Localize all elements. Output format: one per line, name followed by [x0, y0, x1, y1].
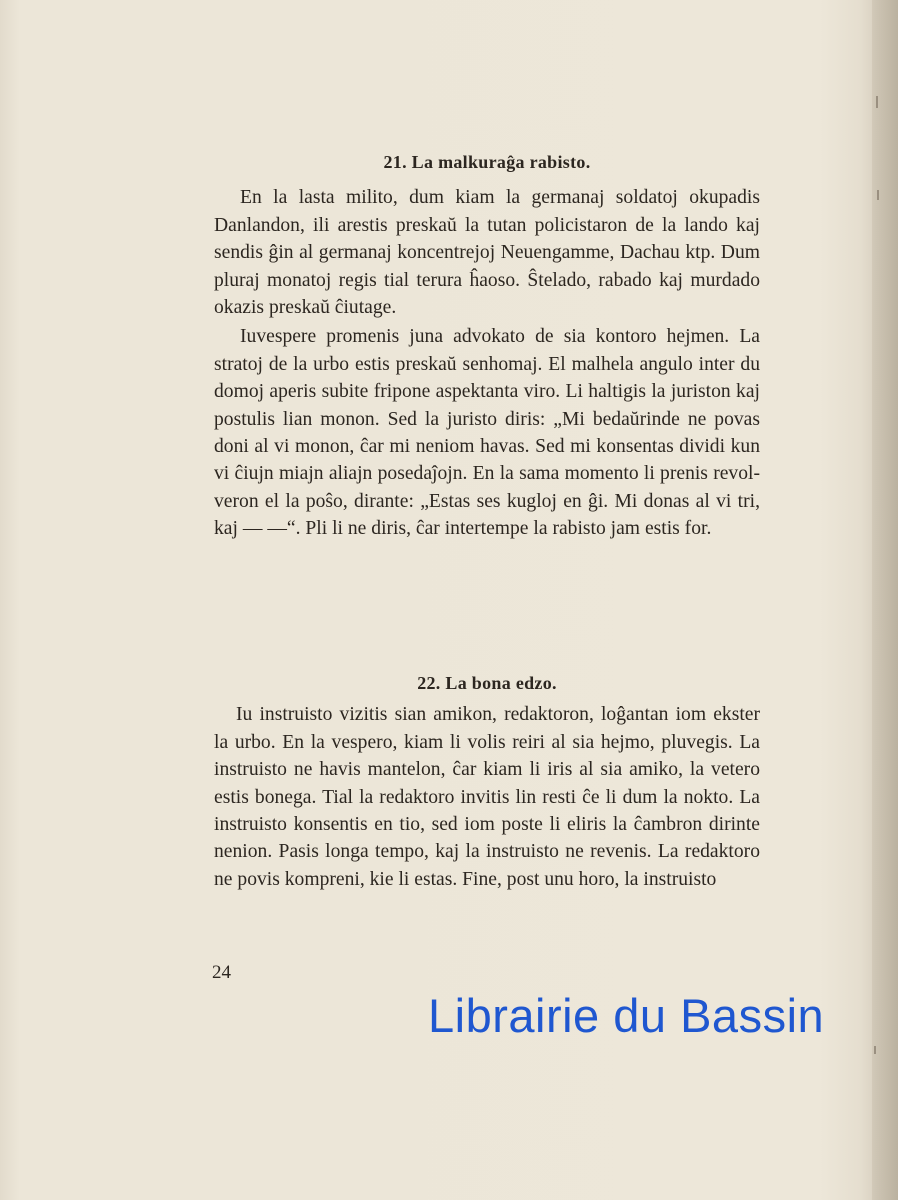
story-21-paragraph-1: En la lasta milito, dum kiam la germanaj soldatoj okupadis Danlandon, ili arestis preskaŭ la tutan policistaron de la lando kaj sendis ĝin al germanaj koncentrejoj Neuengamme, Dachau ktp. Dum pluraj monatoj regis tial terura ĥaoso. Ŝtelado, rabado kaj murdado okazis preskaŭ ĉiutage.: [214, 187, 760, 319]
story-21-heading: 21. La malkuraĝa rabisto.: [383, 152, 591, 172]
edge-mark: [877, 190, 879, 200]
page-binding-edge: [872, 0, 898, 1200]
page-number: 24: [212, 962, 231, 983]
edge-mark: [876, 96, 878, 108]
edge-mark: [874, 1046, 876, 1054]
story-21: [214, 149, 760, 543]
story-22-paragraph-1: Iu instruisto vizitis sian amikon, redaktoron, loĝantan iom ekster la urbo. En la vespero, kiam li volis reiri al sia hejmo, pluvegis. La instruisto ne havis mantelon, ĉar kiam li iris al sia amiko, la vetero estis bonega. Tial la redaktoro invitis lin resti ĉe li dum la nokto. La instruisto konsentis en tio, sed iom poste li eliris la ĉambron dirinte nenion. Pasis longa tempo, kaj la instruisto ne revenis. La redaktoro ne povis kompreni, kie li estas. Fine, post unu horo, la instruisto: [214, 704, 760, 890]
story-22: [214, 670, 760, 893]
story-22-heading: 22. La bona edzo.: [417, 673, 557, 693]
story-21-paragraph-2: Iuvespere promenis juna advokato de sia kontoro hejmen. La stratoj de la urbo estis preskaŭ senhomaj. El malhela angulo inter du domoj aperis subite fripone aspektanta viro. Li haltigis la juriston kaj postulis lian monon. Sed la juristo diris: „Mi bedaŭrinde ne povas doni al vi monon, ĉar mi neniom havas. Sed mi konsentas dividi kun vi ĉiujn miajn aliajn posedaĵojn. En la sama momento li prenis revolveron el la poŝo, dirante: „Estas ses kugloj en ĝi. Mi donas al vi tri, kaj — —“. Pli li ne diris, ĉar intertempe la rabisto jam estis for.: [214, 326, 760, 540]
watermark-text: Librairie du Bassin: [428, 989, 825, 1042]
